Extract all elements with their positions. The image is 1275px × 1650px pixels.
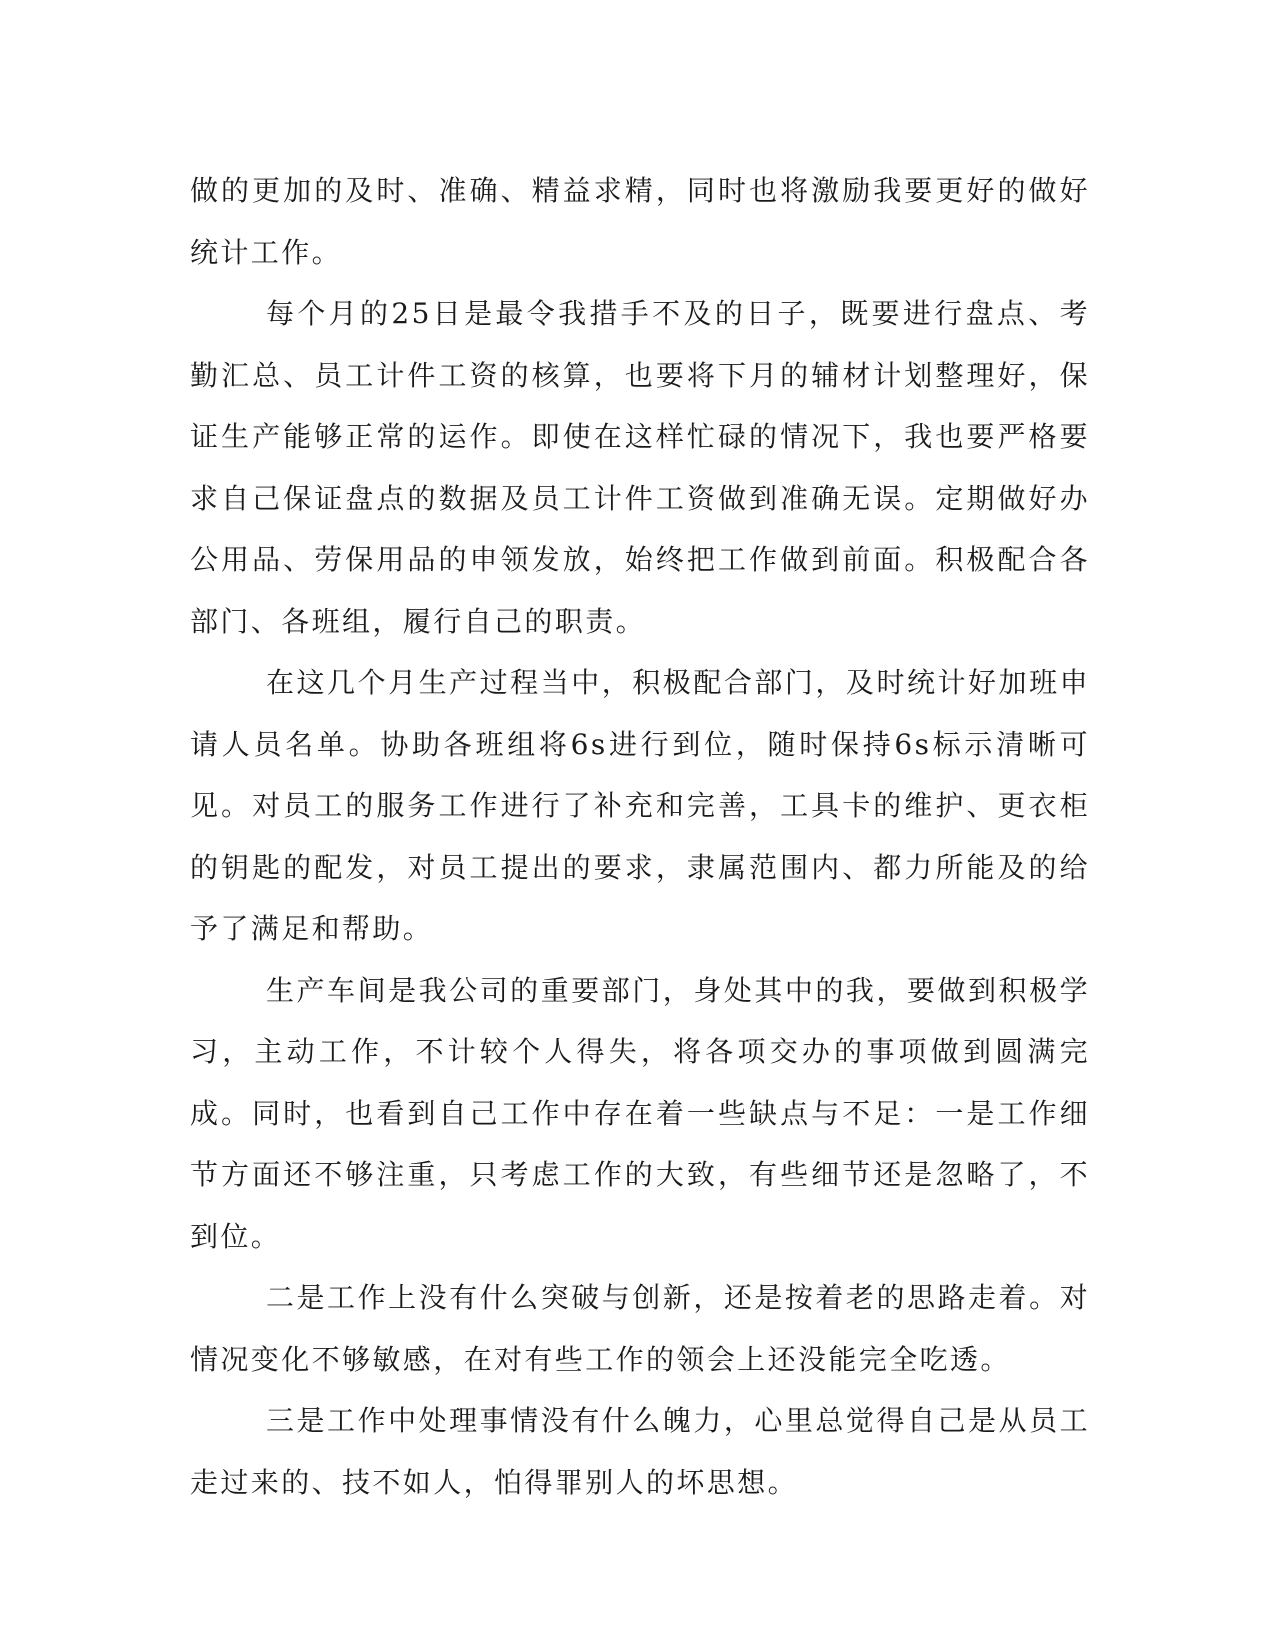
paragraph-1: 做的更加的及时、准确、精益求精，同时也将激励我要更好的做好统计工作。 [190, 174, 1090, 269]
document-body [190, 160, 1090, 1513]
paragraph-3: 在这几个月生产过程当中，积极配合部门，及时统计好加班申请人员名单。协助各班组将6s进行到位，随时保持6s标示清晰可见。对员工的服务工作进行了补充和完善，工具卡的维护、更衣柜的钥匙的配发，对员工提出的要求，隶属范围内、都力所能及的给予了满足和帮助。 [190, 666, 1090, 945]
paragraph-6: 三是工作中处理事情没有什么魄力，心里总觉得自己是从员工走过来的、技不如人，怕得罪别人的坏思想。 [190, 1404, 1090, 1499]
paragraph-4: 生产车间是我公司的重要部门，身处其中的我，要做到积极学习，主动工作，不计较个人得失，将各项交办的事项做到圆满完成。同时，也看到自己工作中存在着一些缺点与不足：一是工作细节方面还不够注重，只考虑工作的大致，有些细节还是忽略了，不到位。 [190, 973, 1090, 1253]
paragraph-2: 每个月的25日是最令我措手不及的日子，既要进行盘点、考勤汇总、员工计件工资的核算，也要将下月的辅材计划整理好，保证生产能够正常的运作。即使在这样忙碌的情况下，我也要严格要求自己保证盘点的数据及员工计件工资做到准确无误。定期做好办公用品、劳保用品的申领发放，始终把工作做到前面。积极配合各部门、各班组，履行自己的职责。 [190, 297, 1090, 638]
paragraph-5: 二是工作上没有什么突破与创新，还是按着老的思路走着。对情况变化不够敏感，在对有些工作的领会上还没能完全吃透。 [190, 1281, 1090, 1376]
